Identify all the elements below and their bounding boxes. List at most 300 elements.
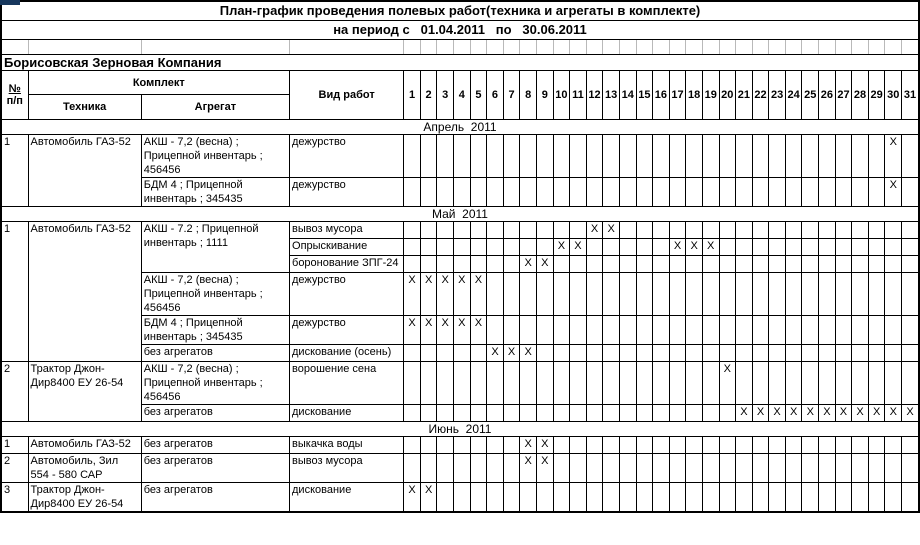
day-cell: [420, 454, 437, 483]
day-cell: [470, 483, 487, 513]
month-header: Май 2011: [1, 207, 919, 222]
day-cell: [603, 345, 620, 362]
day-cell: [619, 256, 636, 273]
day-cell: X: [852, 405, 869, 422]
day-cell: X: [404, 316, 421, 345]
day-cell: X: [885, 178, 902, 207]
day-cell: X: [404, 483, 421, 513]
day-cell: [802, 345, 819, 362]
day-cell: [736, 222, 753, 239]
day-cell: [719, 483, 736, 513]
day-cell: [503, 437, 520, 454]
row-number-cell: 1: [1, 222, 28, 362]
day-cell: X: [885, 135, 902, 178]
day-cell: [454, 454, 471, 483]
spacer-cell: [868, 40, 885, 55]
work-type-cell: дежурство: [290, 178, 404, 207]
day-cell: [570, 437, 587, 454]
day-cell: [404, 362, 421, 405]
agregat-cell: АКШ - 7,2 (весна) ; Прицепной инвентарь ; 456456: [141, 362, 289, 405]
day-cell: [902, 454, 919, 483]
day-cell: [719, 273, 736, 316]
day-cell: [404, 405, 421, 422]
day-cell: [819, 239, 836, 256]
day-cell: [487, 239, 504, 256]
work-type-cell: Опрыскивание: [290, 239, 404, 256]
day-header-cell: 29: [868, 71, 885, 120]
day-cell: [536, 178, 553, 207]
day-cell: [487, 178, 504, 207]
day-cell: [420, 256, 437, 273]
day-cell: [702, 135, 719, 178]
day-cell: [769, 316, 786, 345]
day-cell: [852, 256, 869, 273]
day-cell: [487, 362, 504, 405]
day-cell: [819, 135, 836, 178]
day-cell: [420, 178, 437, 207]
spacer-cell: [470, 40, 487, 55]
day-cell: [553, 437, 570, 454]
day-cell: [819, 316, 836, 345]
day-cell: [752, 256, 769, 273]
day-cell: [785, 454, 802, 483]
day-cell: [736, 239, 753, 256]
spacer-cell: [719, 40, 736, 55]
row-number-cell: 2: [1, 454, 28, 483]
day-header-cell: 15: [636, 71, 653, 120]
day-header-cell: 19: [702, 71, 719, 120]
day-cell: [669, 256, 686, 273]
day-cell: [702, 178, 719, 207]
tech-cell: Автомобиль ГАЗ-52: [28, 437, 141, 454]
day-cell: X: [503, 345, 520, 362]
day-cell: X: [586, 222, 603, 239]
day-cell: [885, 256, 902, 273]
day-cell: [719, 256, 736, 273]
day-cell: X: [470, 273, 487, 316]
day-cell: [719, 222, 736, 239]
day-cell: [736, 454, 753, 483]
day-cell: [470, 345, 487, 362]
day-cell: [686, 256, 703, 273]
day-cell: X: [885, 405, 902, 422]
day-cell: [553, 178, 570, 207]
num-sign: №: [8, 83, 21, 95]
day-cell: [536, 345, 553, 362]
spacer-cell: [404, 40, 421, 55]
day-cell: [752, 483, 769, 513]
day-cell: [503, 454, 520, 483]
spacer-cell: [736, 40, 753, 55]
day-cell: X: [520, 345, 537, 362]
day-cell: [752, 437, 769, 454]
spacer-cell: [290, 40, 404, 55]
day-header-cell: 30: [885, 71, 902, 120]
day-cell: [769, 345, 786, 362]
tech-cell: Автомобиль ГАЗ-52: [28, 222, 141, 362]
day-cell: [603, 437, 620, 454]
day-cell: X: [752, 405, 769, 422]
day-cell: [802, 256, 819, 273]
day-cell: [719, 454, 736, 483]
day-cell: [852, 345, 869, 362]
day-cell: [619, 239, 636, 256]
day-cell: [669, 483, 686, 513]
day-cell: [702, 316, 719, 345]
day-cell: [437, 437, 454, 454]
day-cell: [520, 273, 537, 316]
day-cell: [819, 454, 836, 483]
day-cell: [852, 222, 869, 239]
day-cell: [636, 454, 653, 483]
work-type-cell: вывоз мусора: [290, 222, 404, 239]
day-cell: X: [719, 362, 736, 405]
day-cell: [885, 239, 902, 256]
day-cell: [520, 135, 537, 178]
work-type-cell: боронование ЗПГ-24: [290, 256, 404, 273]
day-cell: [819, 345, 836, 362]
day-cell: [553, 316, 570, 345]
day-cell: [553, 273, 570, 316]
day-cell: [653, 454, 670, 483]
day-cell: X: [686, 239, 703, 256]
day-cell: [536, 362, 553, 405]
day-cell: [454, 178, 471, 207]
day-cell: [719, 239, 736, 256]
day-cell: [470, 178, 487, 207]
day-header-cell: 31: [902, 71, 919, 120]
work-type-cell: дискование (осень): [290, 345, 404, 362]
day-cell: [669, 362, 686, 405]
day-cell: X: [536, 256, 553, 273]
day-cell: [868, 239, 885, 256]
day-cell: [603, 316, 620, 345]
day-cell: [802, 239, 819, 256]
day-cell: [819, 273, 836, 316]
day-cell: [536, 273, 553, 316]
day-cell: [487, 135, 504, 178]
day-cell: [852, 135, 869, 178]
day-cell: [503, 316, 520, 345]
day-cell: [835, 178, 852, 207]
day-cell: [570, 362, 587, 405]
work-type-cell: дискование: [290, 405, 404, 422]
day-cell: [785, 256, 802, 273]
day-cell: [885, 316, 902, 345]
day-cell: [819, 178, 836, 207]
row-number-cell: 3: [1, 483, 28, 513]
schedule-row: [1, 437, 919, 454]
day-cell: [885, 273, 902, 316]
day-cell: [686, 454, 703, 483]
day-cell: [785, 437, 802, 454]
day-cell: [852, 483, 869, 513]
day-cell: [570, 405, 587, 422]
day-cell: [835, 454, 852, 483]
day-cell: [570, 345, 587, 362]
day-cell: [719, 178, 736, 207]
agregat-cell: БДМ 4 ; Прицепной инвентарь ; 345435: [141, 316, 289, 345]
day-cell: [437, 454, 454, 483]
day-header-cell: 6: [487, 71, 504, 120]
day-header-cell: 3: [437, 71, 454, 120]
day-header-cell: 20: [719, 71, 736, 120]
day-cell: [719, 405, 736, 422]
day-cell: [852, 316, 869, 345]
day-header-cell: 4: [454, 71, 471, 120]
day-cell: [586, 239, 603, 256]
day-cell: X: [437, 316, 454, 345]
day-cell: [785, 483, 802, 513]
day-cell: [420, 437, 437, 454]
day-cell: [437, 239, 454, 256]
day-cell: [686, 135, 703, 178]
day-cell: [586, 437, 603, 454]
work-type-cell: дежурство: [290, 273, 404, 316]
tech-cell: Трактор Джон-Дир8400 ЕУ 26-54: [28, 362, 141, 422]
day-cell: [603, 178, 620, 207]
day-cell: X: [553, 239, 570, 256]
day-cell: [702, 454, 719, 483]
day-header-cell: 25: [802, 71, 819, 120]
day-cell: [520, 316, 537, 345]
col-header-komplekt: Комплект: [28, 71, 289, 95]
spacer-cell: [437, 40, 454, 55]
day-cell: [669, 273, 686, 316]
day-header-cell: 17: [669, 71, 686, 120]
day-cell: [868, 345, 885, 362]
day-header-cell: 16: [653, 71, 670, 120]
spacer-cell: [141, 40, 289, 55]
day-cell: [752, 316, 769, 345]
day-cell: [669, 316, 686, 345]
day-cell: [636, 239, 653, 256]
spacer-cell: [802, 40, 819, 55]
work-type-cell: дискование: [290, 483, 404, 513]
day-cell: [719, 135, 736, 178]
day-cell: [586, 178, 603, 207]
day-cell: [835, 483, 852, 513]
day-cell: [420, 239, 437, 256]
day-cell: [603, 256, 620, 273]
day-header-cell: 11: [570, 71, 587, 120]
day-cell: [503, 178, 520, 207]
work-type-cell: ворошение сена: [290, 362, 404, 405]
day-cell: X: [420, 483, 437, 513]
day-cell: [686, 316, 703, 345]
day-cell: [653, 135, 670, 178]
day-cell: [835, 362, 852, 405]
day-cell: [454, 437, 471, 454]
day-cell: [736, 316, 753, 345]
day-cell: X: [420, 316, 437, 345]
agregat-cell: без агрегатов: [141, 437, 289, 454]
day-cell: [902, 316, 919, 345]
day-cell: [702, 437, 719, 454]
day-cell: [636, 135, 653, 178]
day-cell: [902, 362, 919, 405]
day-cell: [785, 239, 802, 256]
spacer-cell: [28, 40, 141, 55]
day-header-cell: 28: [852, 71, 869, 120]
day-cell: [420, 362, 437, 405]
day-cell: [536, 135, 553, 178]
spacer-cell: [520, 40, 537, 55]
day-cell: [902, 437, 919, 454]
day-cell: X: [769, 405, 786, 422]
spacer-cell: [536, 40, 553, 55]
schedule-row: [1, 483, 919, 513]
day-cell: [752, 222, 769, 239]
day-cell: [819, 362, 836, 405]
day-cell: X: [520, 256, 537, 273]
day-cell: [420, 345, 437, 362]
day-cell: [752, 362, 769, 405]
agregat-cell: без агрегатов: [141, 345, 289, 362]
day-cell: X: [520, 437, 537, 454]
day-cell: [669, 178, 686, 207]
day-header-cell: 5: [470, 71, 487, 120]
day-cell: [819, 256, 836, 273]
day-cell: [653, 273, 670, 316]
day-cell: [503, 483, 520, 513]
day-cell: [752, 178, 769, 207]
agregat-cell: без агрегатов: [141, 483, 289, 513]
day-cell: [570, 135, 587, 178]
day-cell: [719, 316, 736, 345]
day-cell: [470, 239, 487, 256]
day-cell: X: [819, 405, 836, 422]
day-cell: [586, 483, 603, 513]
day-cell: [802, 454, 819, 483]
day-cell: [503, 239, 520, 256]
day-cell: [785, 273, 802, 316]
day-cell: [553, 362, 570, 405]
day-cell: [437, 483, 454, 513]
day-cell: [852, 362, 869, 405]
report-title: План-график проведения полевых работ(техника и агрегаты в комплекте): [1, 1, 919, 21]
day-cell: [736, 345, 753, 362]
day-cell: [619, 316, 636, 345]
day-cell: [736, 437, 753, 454]
spacer-cell: [835, 40, 852, 55]
day-cell: [769, 437, 786, 454]
tech-cell: Автомобиль, Зил 554 - 580 САР: [28, 454, 141, 483]
day-cell: [636, 362, 653, 405]
day-cell: X: [669, 239, 686, 256]
day-cell: [785, 135, 802, 178]
agregat-cell: АКШ - 7.2 ; Прицепной инвентарь ; 1111: [141, 222, 289, 273]
day-cell: [619, 437, 636, 454]
day-cell: X: [736, 405, 753, 422]
day-cell: [619, 405, 636, 422]
day-cell: [902, 222, 919, 239]
day-cell: [752, 135, 769, 178]
spacer-cell: [570, 40, 587, 55]
day-cell: [603, 483, 620, 513]
day-cell: [586, 256, 603, 273]
spacer-cell: [702, 40, 719, 55]
spacer-cell: [902, 40, 919, 55]
day-cell: [868, 362, 885, 405]
day-cell: [885, 454, 902, 483]
day-cell: [454, 256, 471, 273]
day-cell: [736, 135, 753, 178]
day-cell: [603, 405, 620, 422]
day-cell: [636, 256, 653, 273]
day-cell: [454, 135, 471, 178]
day-cell: [503, 362, 520, 405]
day-cell: [653, 437, 670, 454]
day-cell: X: [603, 222, 620, 239]
day-cell: [752, 239, 769, 256]
day-cell: [736, 483, 753, 513]
day-cell: [404, 239, 421, 256]
day-cell: [470, 222, 487, 239]
day-cell: [769, 135, 786, 178]
work-type-cell: дежурство: [290, 316, 404, 345]
day-cell: [769, 273, 786, 316]
day-cell: X: [454, 273, 471, 316]
day-cell: [702, 362, 719, 405]
day-cell: [752, 345, 769, 362]
day-cell: [470, 405, 487, 422]
day-cell: [702, 273, 719, 316]
day-cell: [885, 362, 902, 405]
day-cell: [902, 273, 919, 316]
day-cell: [868, 454, 885, 483]
agregat-cell: АКШ - 7,2 (весна) ; Прицепной инвентарь ; 456456: [141, 135, 289, 178]
day-cell: [835, 316, 852, 345]
day-cell: [404, 454, 421, 483]
day-cell: [885, 437, 902, 454]
day-cell: [702, 222, 719, 239]
day-cell: [669, 437, 686, 454]
day-cell: [570, 273, 587, 316]
day-cell: [636, 316, 653, 345]
day-cell: [868, 483, 885, 513]
day-cell: [785, 222, 802, 239]
day-cell: [420, 135, 437, 178]
day-cell: [586, 405, 603, 422]
day-cell: [603, 135, 620, 178]
day-cell: [902, 135, 919, 178]
day-cell: [835, 135, 852, 178]
day-cell: [819, 222, 836, 239]
day-cell: [736, 273, 753, 316]
day-cell: [785, 362, 802, 405]
day-cell: [868, 316, 885, 345]
day-cell: X: [470, 316, 487, 345]
report-period: на период с 01.04.2011 по 30.06.2011: [1, 21, 919, 40]
day-cell: [636, 405, 653, 422]
day-cell: [736, 362, 753, 405]
day-cell: [802, 483, 819, 513]
spacer-cell: [503, 40, 520, 55]
day-cell: [503, 222, 520, 239]
day-cell: [454, 405, 471, 422]
day-cell: [653, 256, 670, 273]
day-header-cell: 23: [769, 71, 786, 120]
day-cell: X: [570, 239, 587, 256]
agregat-cell: АКШ - 7,2 (весна) ; Прицепной инвентарь ; 456456: [141, 273, 289, 316]
day-cell: [603, 273, 620, 316]
col-header-num: [1, 71, 28, 120]
day-cell: [536, 239, 553, 256]
day-cell: [454, 345, 471, 362]
company-name: Борисовская Зерновая Компания: [1, 55, 919, 71]
day-cell: [619, 483, 636, 513]
